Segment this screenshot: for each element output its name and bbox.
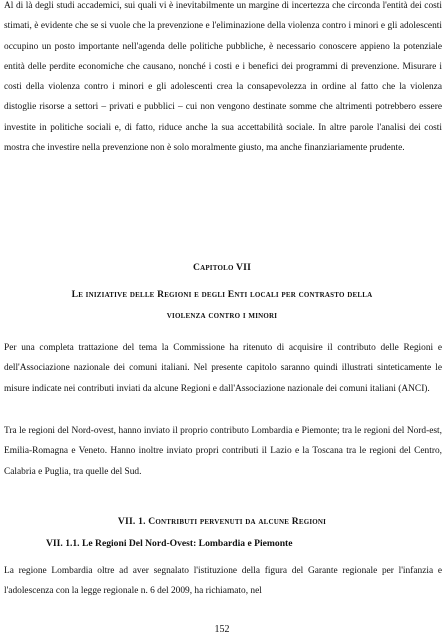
paragraph-lombardia: La regione Lombardia oltre ad aver segnalato l'istituzione della figura del Garante regionale per l'infanzia e l'adolescenza con la legge regionale n. 6 del 2009, ha richiamato, nel: [4, 566, 442, 597]
page-number: 152: [214, 624, 230, 635]
paragraph-contributions: Per una completa trattazione del tema la Commissione ha ritenuto di acquisire il contributo delle Regioni e dell'Associazione nazionale dei comuni italiani. Nel presente capitolo saranno quindi illustrati sinteticamente le misure indicate nei contributi inviati da alcune Regioni e dall'Associazione nazionale dei comuni italiani (ANCI).: [4, 343, 442, 394]
chapter-title-line2: violenza contro i minori: [166, 310, 278, 321]
subsection-heading: VII. 1.1. Le Regioni Del Nord-Ovest: Lombardia e Piemonte: [46, 538, 293, 549]
chapter-title-line1: Le iniziative delle Regioni e degli Enti locali per contrasto della: [71, 289, 373, 300]
intro-paragraph: Al di là degli studi accademici, sui quali vi è inevitabilmente un margine di incertezza che circonda l'entità dei costi stimati, è evidente che se si vuole che la prevenzione e l'eliminazione della violenza contro i minori e gli adolescenti occupino un posto importante nell'agenda delle politiche pubbliche, è necessario conoscere appieno la potenziale entità delle perdite economiche che causano, nonché i costi e i benefici dei programmi di prevenzione. Misurare i costi della violenza contro i minori e gli adolescenti crea la consapevolezza in ordine al fatto che la violenza distoglie risorse a settori – privati e pubblici – cui non vengono destinate somme che altrimenti potrebbero essere investite in politiche sociali e, di fatto, riduce anche la sua accettabilità sociale. In altre parole l'analisi dei costi mostra che investire nella prevenzione non è solo moralmente giusto, ma anche finanziariamente prudente.: [4, 1, 442, 153]
chapter-label: Capitolo VII: [192, 262, 252, 273]
section-heading: VII. 1. Contributi pervenuti da alcune Regioni: [117, 516, 327, 527]
paragraph-regions: Tra le regioni del Nord-ovest, hanno inviato il proprio contributo Lombardia e Piemonte; tra le regioni del Nord-est, Emilia-Romagna e Veneto. Hanno inoltre inviato propri contributi il Lazio e la Toscana tra le regioni del Centro, Calabria e Puglia, tra quelle del Sud.: [4, 426, 442, 477]
